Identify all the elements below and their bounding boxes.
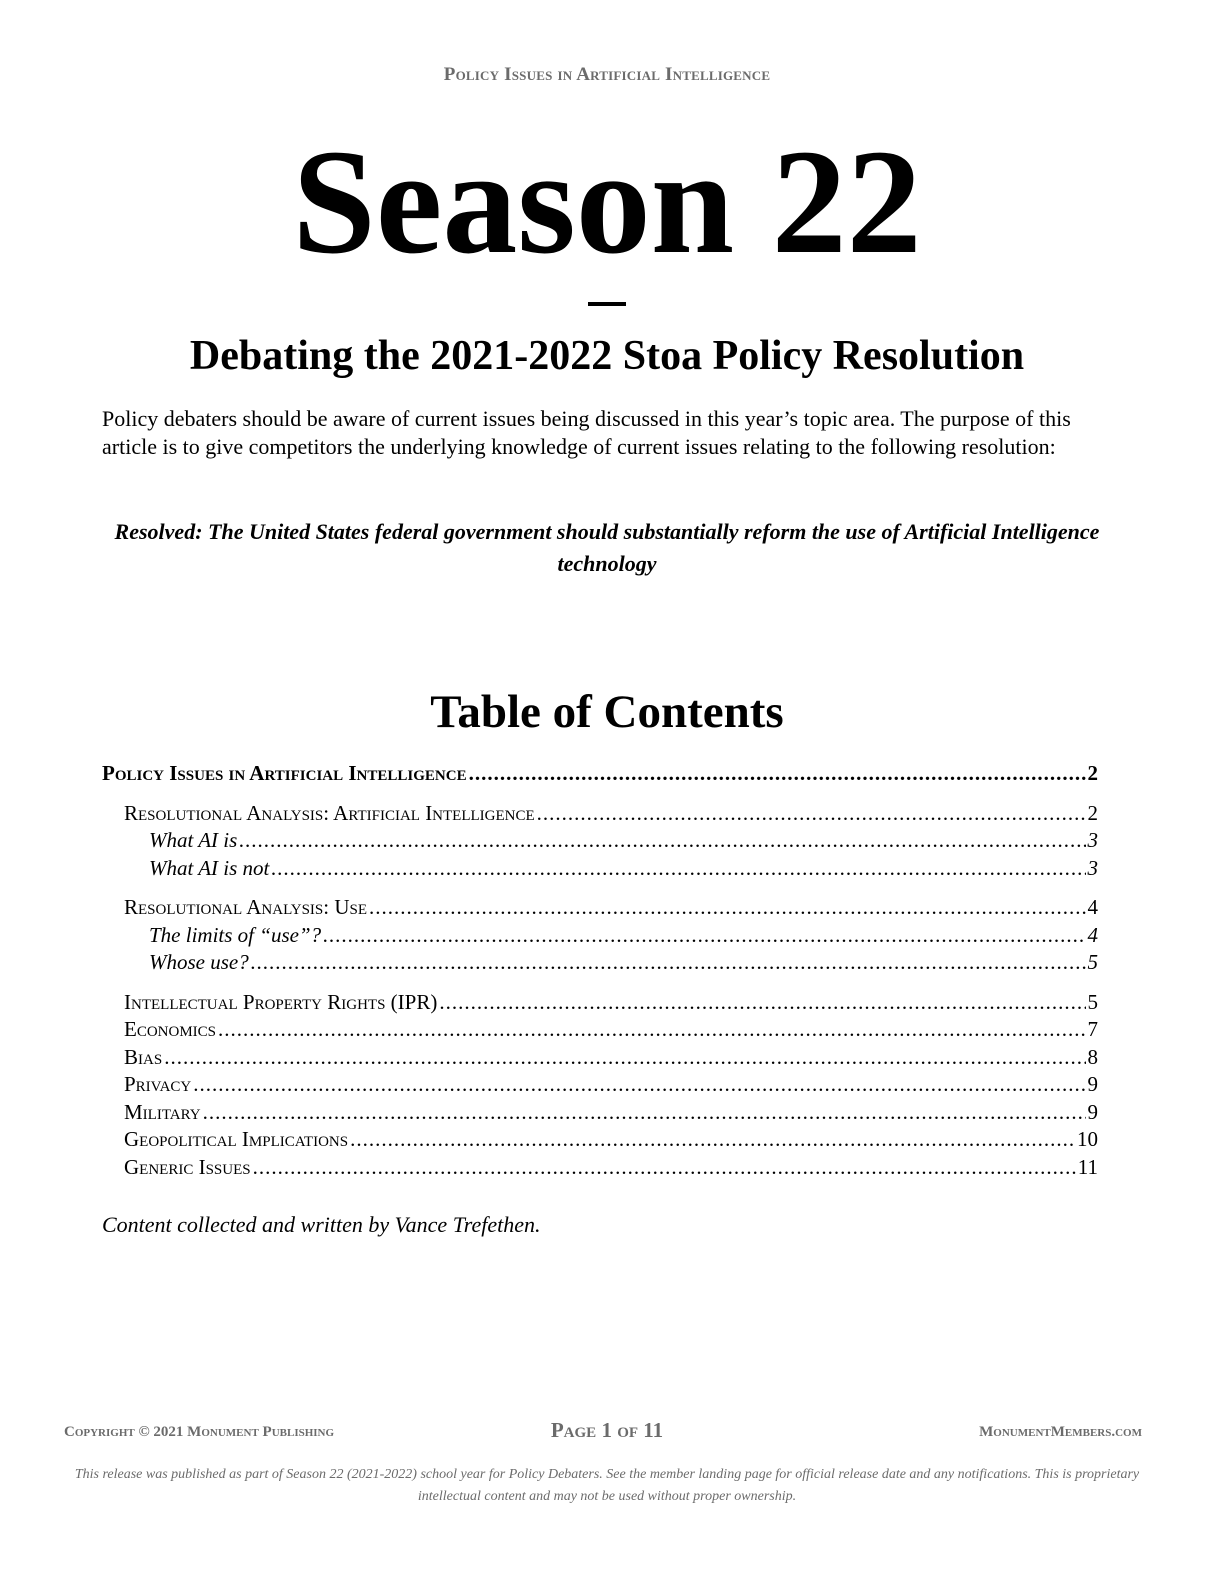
toc-entry-label: Policy Issues in Artificial Intelligence	[102, 761, 467, 785]
toc-entry-page: 9	[1087, 1099, 1098, 1124]
intro-paragraph: Policy debaters should be aware of current issues being discussed in this year’s topic area. The purpose of this article is to give competitors the underlying knowledge of current issues relating to the following resolution:	[102, 406, 1071, 459]
toc-entry-label: Privacy	[124, 1072, 192, 1096]
toc-entry-page: 2	[1087, 761, 1098, 785]
toc-entry-label: What AI is not	[149, 855, 270, 880]
toc-entry-label: What AI is	[149, 828, 238, 852]
title-divider	[588, 302, 626, 306]
toc-entry[interactable]	[102, 855, 1098, 883]
toc-leader	[271, 855, 1085, 883]
page-title: Season 22	[292, 119, 922, 285]
toc-entry-label: The limits of “use”?	[149, 922, 322, 947]
toc-entry-label: Geopolitical Implications	[124, 1127, 349, 1151]
toc-entry-page: 10	[1077, 1127, 1098, 1151]
toc-entry[interactable]	[102, 922, 1098, 950]
toc-entry-page: 4	[1087, 895, 1098, 919]
toc-entry[interactable]	[102, 1099, 1098, 1127]
resolution-statement: Resolved: The United States federal government should substantially reform the use of Artificial Intelligence technology	[114, 519, 1100, 576]
page-subtitle: Debating the 2021-2022 Stoa Policy Resolution	[189, 333, 1025, 379]
toc-entry[interactable]	[102, 827, 1098, 855]
toc-leader	[218, 1016, 1085, 1044]
toc-entry-page: 11	[1077, 1154, 1098, 1179]
toc-entry[interactable]	[102, 1016, 1098, 1044]
toc-entry-label: Resolutional Analysis: Artificial Intelligence	[124, 800, 535, 825]
footer-disclaimer: This release was published as part of Season 22 (2021-2022) school year for Policy Debaters. See the member landing page for official release date and any notifications. This is proprietary intellectual content and may not be used without proper ownership.	[74, 1467, 1140, 1504]
toc-entry-page: 9	[1087, 1072, 1098, 1096]
toc-leader	[369, 894, 1085, 922]
toc-entry[interactable]	[102, 949, 1098, 977]
toc-entry-page: 2	[1087, 800, 1098, 825]
toc-entry[interactable]	[102, 894, 1098, 922]
running-head: Policy Issues in Artificial Intelligence	[443, 64, 771, 85]
toc-title: Table of Contents	[430, 686, 784, 738]
footer-page-number: Page 1 of 11	[550, 1418, 664, 1442]
author-byline: Content collected and written by Vance Trefethen.	[102, 1212, 541, 1237]
table-of-contents	[102, 760, 1098, 1181]
toc-entry-label: Generic Issues	[124, 1154, 251, 1179]
toc-leader	[350, 1126, 1075, 1154]
toc-entry-label: Military	[124, 1099, 201, 1124]
toc-leader	[253, 1154, 1076, 1182]
toc-entry-page: 5	[1087, 950, 1098, 974]
toc-entry[interactable]	[102, 989, 1098, 1017]
toc-entry[interactable]	[102, 1154, 1098, 1182]
toc-entry-page: 3	[1087, 828, 1098, 852]
toc-entry[interactable]	[102, 1126, 1098, 1154]
toc-entry-label: Bias	[124, 1044, 163, 1069]
toc-leader	[469, 760, 1086, 788]
toc-leader	[164, 1044, 1085, 1072]
toc-entry-page: 3	[1087, 855, 1098, 880]
toc-entry-label: Whose use?	[149, 950, 249, 974]
footer-copyright: Copyright © 2021 Monument Publishing	[64, 1424, 335, 1440]
toc-entry-page: 7	[1087, 1017, 1098, 1041]
toc-leader	[323, 922, 1085, 950]
toc-leader	[251, 949, 1086, 977]
toc-entry-page: 4	[1087, 922, 1098, 947]
footer-site-link[interactable]: MonumentMembers.com	[979, 1424, 1142, 1440]
toc-entry[interactable]	[102, 1071, 1098, 1099]
toc-entry-label: Intellectual Property Rights (IPR)	[124, 989, 438, 1014]
toc-leader	[239, 827, 1085, 855]
toc-leader	[193, 1071, 1085, 1099]
toc-entry-label: Economics	[124, 1017, 217, 1041]
toc-leader	[203, 1099, 1086, 1127]
toc-entry[interactable]	[102, 760, 1098, 788]
toc-entry[interactable]	[102, 1044, 1098, 1072]
toc-leader	[537, 800, 1086, 828]
toc-entry-page: 8	[1087, 1044, 1098, 1069]
toc-entry[interactable]	[102, 800, 1098, 828]
toc-leader	[439, 989, 1085, 1017]
toc-entry-label: Resolutional Analysis: Use	[124, 895, 368, 919]
toc-entry-page: 5	[1087, 989, 1098, 1014]
